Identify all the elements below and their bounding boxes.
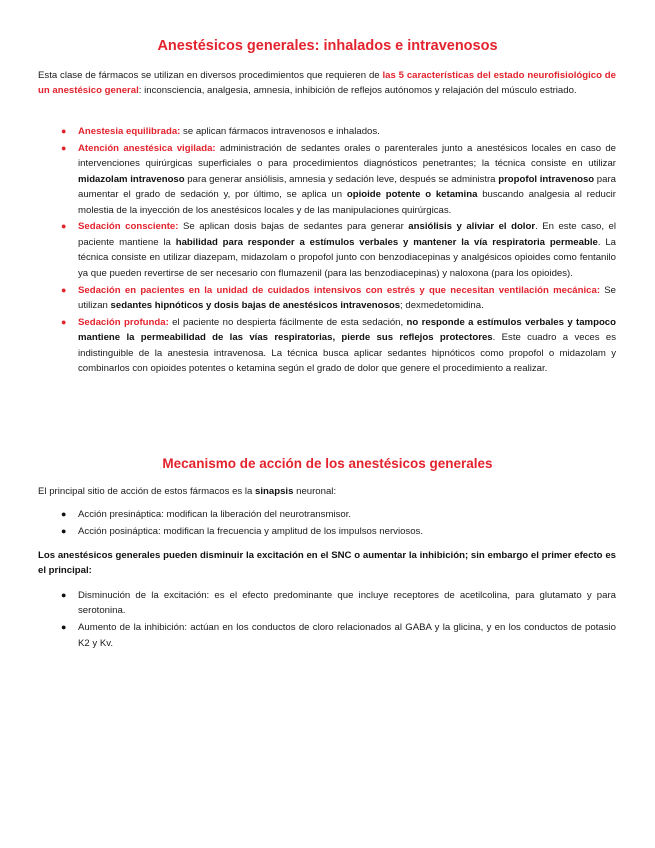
mechanism-intro-bold: sinapsis <box>255 486 294 497</box>
emphasis-text: sedantes hipnóticos y dosis bajas de anestésicos intravenosos <box>110 299 401 311</box>
emphasis-text: ansiólisis y aliviar el dolor <box>408 221 536 233</box>
body-text: para generar ansiólisis, amnesia y sedación leve, después se administra <box>184 173 499 185</box>
body-text: Se utilizan <box>78 284 616 311</box>
list-item <box>38 141 616 218</box>
intro-highlight: las 5 características del estado neurofisiológico de un anestésico general <box>38 70 616 97</box>
emphasis-text: opioide potente o ketamina <box>346 189 478 201</box>
body-text: se aplican fármacos intravenosos e inhalados. <box>180 126 380 137</box>
list-item-text: Acción presináptica: modifican la liberación del neurotransmisor. <box>78 509 352 520</box>
bullet-icon: ● <box>61 284 67 295</box>
list-item-text: Aumento de la inhibición: actúan en los conductos de cloro relacionados al GABA y la glicina, y en los conductos de potasio K2 y Kv. <box>78 622 616 649</box>
intro-text: Esta clase de fármacos se utilizan en diversos procedimientos que requieren de <box>38 70 383 81</box>
mechanism-intro-text: El principal sitio de acción de estos fármacos es la <box>38 486 256 497</box>
list-item <box>38 124 616 139</box>
bullet-icon: ● <box>61 525 67 536</box>
term-label: Sedación en pacientes en la unidad de cuidados intensivos con estrés y que necesitan ventilación mecánica: <box>78 284 601 296</box>
section-title: Mecanismo de acción de los anestésicos generales <box>162 456 493 471</box>
intro-paragraph <box>38 68 616 99</box>
bullet-icon: ● <box>61 126 67 136</box>
anesthesia-types-list <box>38 124 616 378</box>
mechanism-intro <box>38 484 616 499</box>
body-text: administración de sedantes orales o parenterales junto a anestésicos locales en caso de intervenciones quirúrgicas superficiales o para procedimientos diagnósticos penetrantes; la técnica consiste en utilizar <box>78 142 617 170</box>
emphasis-text: midazolam intravenoso <box>78 173 185 185</box>
body-text: ; dexmedetomidina. <box>400 299 484 311</box>
list-item <box>38 283 616 314</box>
list-item <box>38 315 616 377</box>
body-text: . La técnica consiste en utilizar diazepam, midazolam o propofol junto con benzodiacepinas y analgésicos opioides como fentanilo ya que pueden revertirse de ser necesario con flumazenil (para las benzodiacepinas) y naloxona (para los opioides). <box>78 236 616 279</box>
emphasis-text: habilidad para responder a estímulos verbales y mantener la vía respiratoria permeable <box>175 236 598 248</box>
emphasis-text: propofol intravenoso <box>498 173 595 185</box>
term-label: Atención anestésica vigilada: <box>78 142 216 154</box>
list-item <box>38 524 616 539</box>
bullet-icon: ● <box>61 221 67 232</box>
body-text: para aumentar el grado de sedación y, por último, se aplica un <box>78 173 617 201</box>
term-label: Anestesia equilibrada: <box>78 126 181 137</box>
body-text: Se aplican dosis bajas de sedantes para generar <box>178 221 409 233</box>
body-text: . Este cuadro a veces es indistinguible de la anestesia intravenosa. La técnica busca aplicar sedantes hipnóticos como propofol o midazolam y combinarlos con opioides potentes o ketamina según el grado de dolor que genere el procedimiento a realizar. <box>78 332 616 375</box>
emphasis-text: no responde a estímulos verbales y tampoco mantiene la permeabilidad de las vías respiratorias, pierde sus reflejos protectores <box>78 316 617 344</box>
list-item <box>38 588 616 619</box>
body-text: . En este caso, el paciente mantiene la <box>78 221 616 248</box>
term-label: Sedación profunda: <box>78 316 169 328</box>
intro-text-end: : inconsciencia, analgesia, amnesia, inhibición de reflejos autónomos y relajación del músculo estriado. <box>138 85 577 97</box>
actions-list <box>38 507 616 541</box>
bullet-icon: ● <box>61 316 67 327</box>
list-item-text: Disminución de la excitación: es el efecto predominante que incluye receptores de acetilcolina, para glutamato y para serotonina. <box>78 590 616 617</box>
bullet-icon: ● <box>61 622 67 633</box>
list-item <box>38 219 616 281</box>
page-title: Anestésicos generales: inhalados e intravenosos <box>157 38 498 54</box>
body-text: buscando analgesia al reducir molestia de la inyección de los anestésicos locales y de las manipulaciones quirúrgicas. <box>78 189 616 216</box>
term-label: Sedación consciente: <box>78 221 179 233</box>
mechanism-intro-end: neuronal: <box>293 486 337 497</box>
bullet-icon: ● <box>61 509 67 519</box>
effects-list <box>38 588 616 653</box>
bullet-icon: ● <box>61 590 67 600</box>
bullet-icon: ● <box>61 142 67 153</box>
effects-statement-text: Los anestésicos generales pueden disminuir la excitación en el SNC o aumentar la inhibición; sin embargo el primer efecto es el principal: <box>38 550 616 577</box>
list-item-text: Acción posináptica: modifican la frecuencia y amplitud de los impulsos nerviosos. <box>78 525 424 537</box>
body-text: el paciente no despierta fácilmente de esta sedación, <box>168 316 407 328</box>
list-item <box>38 507 616 522</box>
effects-statement <box>38 548 616 579</box>
list-item <box>38 620 616 651</box>
